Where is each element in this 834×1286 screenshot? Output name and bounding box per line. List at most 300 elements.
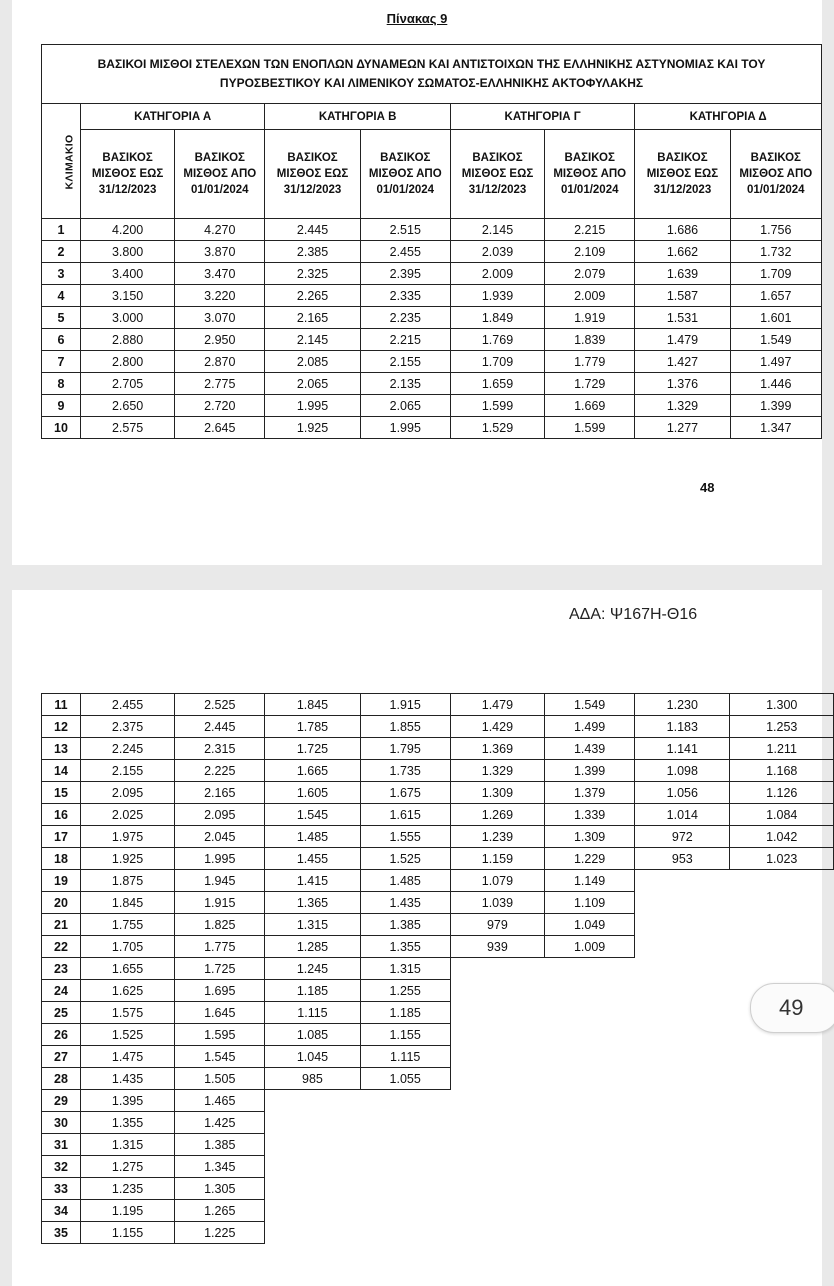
rank-cell: 6 [42,329,81,351]
rank-cell: 17 [42,826,81,848]
rank-cell: 30 [42,1112,81,1134]
salary-cell: 1.045 [265,1046,360,1068]
salary-cell: 1.079 [450,870,544,892]
empty-cell [730,1134,834,1156]
empty-cell [635,870,730,892]
salary-cell: 2.215 [545,219,635,241]
salary-cell: 1.399 [730,395,821,417]
salary-cell: 2.155 [360,351,450,373]
empty-cell [265,1200,360,1222]
salary-cell: 2.145 [265,329,360,351]
column-header: ΒΑΣΙΚΟΣ ΜΙΣΘΟΣ ΕΩΣ 31/12/2023 [265,130,360,219]
salary-cell: 1.309 [450,782,544,804]
empty-cell [450,1200,544,1222]
salary-cell: 1.141 [635,738,730,760]
salary-cell: 1.355 [360,936,450,958]
salary-cell: 4.270 [175,219,265,241]
empty-cell [635,1156,730,1178]
salary-cell: 1.657 [730,285,821,307]
rank-cell: 26 [42,1024,81,1046]
table-row [42,914,834,936]
salary-cell: 1.429 [450,716,544,738]
salary-cell: 2.009 [450,263,544,285]
salary-cell: 1.615 [360,804,450,826]
salary-cell: 979 [450,914,544,936]
salary-cell: 1.625 [80,980,174,1002]
salary-cell: 1.919 [545,307,635,329]
empty-cell [360,1178,450,1200]
salary-cell: 2.315 [175,738,265,760]
salary-cell: 1.599 [545,417,635,439]
table-row [42,373,822,395]
salary-cell: 1.229 [545,848,635,870]
salary-cell: 1.309 [545,826,635,848]
salary-cell: 1.277 [635,417,730,439]
salary-cell: 1.300 [730,694,834,716]
salary-cell: 2.720 [175,395,265,417]
salary-cell: 2.950 [175,329,265,351]
salary-cell: 2.775 [175,373,265,395]
empty-cell [265,1178,360,1200]
column-header: ΒΑΣΙΚΟΣ ΜΙΣΘΟΣ ΑΠΟ 01/01/2024 [175,130,265,219]
table-row [42,395,822,417]
salary-cell: 1.415 [265,870,360,892]
rank-cell: 31 [42,1134,81,1156]
rank-cell: 9 [42,395,81,417]
empty-cell [730,1222,834,1244]
salary-cell: 1.049 [545,914,635,936]
salary-cell: 1.185 [265,980,360,1002]
salary-cell: 1.785 [265,716,360,738]
salary-cell: 1.347 [730,417,821,439]
rank-cell: 35 [42,1222,81,1244]
empty-cell [635,1068,730,1090]
table-row [42,1090,834,1112]
salary-cell: 1.995 [360,417,450,439]
salary-cell: 1.376 [635,373,730,395]
table-main-header: ΒΑΣΙΚΟΙ ΜΙΣΘΟΙ ΣΤΕΛΕΧΩΝ ΤΩΝ ΕΝΟΠΛΩΝ ΔΥΝΑΜΕΩΝ ΚΑΙ ΑΝΤΙΣΤΟΙΧΩΝ ΤΗΣ ΕΛΛΗΝΙΚΗΣ ΑΣΤΥΝΟΜΙΑΣ ΚΑΙ ΤΟΥ ΠΥΡΟΣΒΕΣΤΙΚΟΥ ΚΑΙ ΛΙΜΕΝΙΚΟΥ ΣΩΜΑΤΟΣ-ΕΛΛΗΝΙΚΗΣ ΑΚΤΟΦΥΛΑΚΗΣ [42,45,822,104]
salary-cell: 1.385 [360,914,450,936]
salary-cell: 1.265 [175,1200,265,1222]
empty-cell [730,870,834,892]
salary-cell: 1.729 [545,373,635,395]
salary-cell: 3.800 [80,241,174,263]
salary-cell: 2.395 [360,263,450,285]
salary-cell: 1.709 [450,351,544,373]
salary-cell: 1.669 [545,395,635,417]
salary-cell: 2.265 [265,285,360,307]
rank-cell: 5 [42,307,81,329]
table-row [42,219,822,241]
empty-cell [635,892,730,914]
empty-cell [635,1046,730,1068]
table-row [42,307,822,329]
empty-cell [730,1178,834,1200]
salary-cell: 1.014 [635,804,730,826]
salary-cell: 1.655 [80,958,174,980]
category-header: ΚΑΤΗΓΟΡΙΑ Β [265,104,450,130]
salary-cell: 1.168 [730,760,834,782]
salary-cell: 1.779 [545,351,635,373]
salary-cell: 1.042 [730,826,834,848]
table-row [42,848,834,870]
rank-cell: 8 [42,373,81,395]
rank-cell: 16 [42,804,81,826]
column-header: ΒΑΣΙΚΟΣ ΜΙΣΘΟΣ ΕΩΣ 31/12/2023 [450,130,544,219]
salary-cell: 1.845 [80,892,174,914]
salary-cell: 2.085 [265,351,360,373]
empty-cell [265,1134,360,1156]
table-row [42,351,822,373]
salary-cell: 2.455 [80,694,174,716]
salary-cell: 985 [265,1068,360,1090]
category-header: ΚΑΤΗΓΟΡΙΑ Δ [635,104,822,130]
salary-cell: 1.155 [80,1222,174,1244]
salary-cell: 1.339 [545,804,635,826]
salary-cell: 1.155 [360,1024,450,1046]
table-row [42,263,822,285]
salary-cell: 1.825 [175,914,265,936]
salary-cell: 1.275 [80,1156,174,1178]
empty-cell [545,1156,635,1178]
salary-cell: 1.945 [175,870,265,892]
salary-cell: 2.065 [360,395,450,417]
salary-cell: 3.150 [80,285,174,307]
column-header: ΒΑΣΙΚΟΣ ΜΙΣΘΟΣ ΑΠΟ 01/01/2024 [360,130,450,219]
table-row [42,804,834,826]
empty-cell [730,914,834,936]
rank-cell: 29 [42,1090,81,1112]
empty-cell [545,1090,635,1112]
salary-cell: 1.329 [635,395,730,417]
empty-cell [450,1156,544,1178]
salary-cell: 1.645 [175,1002,265,1024]
salary-cell: 1.525 [80,1024,174,1046]
salary-cell: 1.009 [545,936,635,958]
salary-cell: 1.253 [730,716,834,738]
rank-cell: 25 [42,1002,81,1024]
salary-cell: 1.875 [80,870,174,892]
empty-cell [450,958,544,980]
rank-cell: 4 [42,285,81,307]
salary-cell: 2.445 [175,716,265,738]
salary-cell: 1.149 [545,870,635,892]
salary-cell: 1.365 [265,892,360,914]
empty-cell [265,1090,360,1112]
salary-cell: 1.305 [175,1178,265,1200]
salary-cell: 1.925 [265,417,360,439]
salary-cell: 1.485 [265,826,360,848]
rank-cell: 14 [42,760,81,782]
salary-cell: 1.479 [635,329,730,351]
salary-cell: 2.065 [265,373,360,395]
rank-cell: 28 [42,1068,81,1090]
salary-cell: 2.095 [175,804,265,826]
empty-cell [545,1024,635,1046]
salary-cell: 2.455 [360,241,450,263]
table-row [42,1200,834,1222]
page-indicator-badge[interactable]: 49 [750,983,834,1033]
salary-cell: 2.445 [265,219,360,241]
salary-cell: 2.215 [360,329,450,351]
table-row [42,285,822,307]
salary-cell: 2.245 [80,738,174,760]
salary-cell: 1.775 [175,936,265,958]
salary-cell: 1.379 [545,782,635,804]
rank-cell: 20 [42,892,81,914]
table-row [42,738,834,760]
salary-cell: 1.115 [360,1046,450,1068]
table-row [42,760,834,782]
salary-cell: 1.732 [730,241,821,263]
salary-cell: 1.329 [450,760,544,782]
salary-cell: 1.925 [80,848,174,870]
salary-cell: 2.525 [175,694,265,716]
rank-cell: 7 [42,351,81,373]
rank-cell: 24 [42,980,81,1002]
table-row [42,826,834,848]
salary-cell: 1.755 [80,914,174,936]
salary-cell: 1.849 [450,307,544,329]
table-row [42,1024,834,1046]
table-row [42,1222,834,1244]
rank-cell: 1 [42,219,81,241]
empty-cell [360,1156,450,1178]
empty-cell [635,1222,730,1244]
empty-cell [450,1178,544,1200]
salary-cell: 1.159 [450,848,544,870]
rank-cell: 33 [42,1178,81,1200]
salary-cell: 1.549 [730,329,821,351]
salary-cell: 1.725 [265,738,360,760]
salary-cell: 1.225 [175,1222,265,1244]
salary-cell: 1.587 [635,285,730,307]
salary-cell: 1.056 [635,782,730,804]
salary-cell: 1.315 [360,958,450,980]
empty-cell [635,1200,730,1222]
salary-cell: 1.369 [450,738,544,760]
salary-cell: 1.285 [265,936,360,958]
salary-cell: 1.595 [175,1024,265,1046]
salary-cell: 2.009 [545,285,635,307]
salary-cell: 1.599 [450,395,544,417]
table-title: Πίνακας 9 [386,11,448,26]
salary-cell: 1.399 [545,760,635,782]
salary-cell: 1.126 [730,782,834,804]
salary-cell: 1.455 [265,848,360,870]
empty-cell [635,980,730,1002]
empty-cell [265,1112,360,1134]
table-row [42,241,822,263]
table-row [42,980,834,1002]
salary-cell: 1.735 [360,760,450,782]
salary-cell: 1.239 [450,826,544,848]
table-row [42,958,834,980]
category-header: ΚΑΤΗΓΟΡΙΑ Γ [450,104,634,130]
salary-cell: 1.039 [450,892,544,914]
salary-cell: 1.185 [360,1002,450,1024]
salary-cell: 1.395 [80,1090,174,1112]
salary-cell: 3.470 [175,263,265,285]
salary-cell: 1.439 [545,738,635,760]
empty-cell [635,958,730,980]
salary-cell: 2.155 [80,760,174,782]
salary-cell: 1.525 [360,848,450,870]
salary-cell: 1.605 [265,782,360,804]
salary-cell: 2.225 [175,760,265,782]
salary-cell: 1.475 [80,1046,174,1068]
empty-cell [545,1002,635,1024]
salary-cell: 1.505 [175,1068,265,1090]
salary-cell: 3.400 [80,263,174,285]
salary-cell: 1.686 [635,219,730,241]
salary-cell: 1.975 [80,826,174,848]
empty-cell [545,1222,635,1244]
empty-cell [360,1222,450,1244]
salary-cell: 1.446 [730,373,821,395]
salary-cell: 4.200 [80,219,174,241]
empty-cell [635,1178,730,1200]
salary-cell: 1.795 [360,738,450,760]
salary-cell: 1.915 [360,694,450,716]
empty-cell [450,1222,544,1244]
table-row [42,870,834,892]
salary-cell: 2.079 [545,263,635,285]
table-row [42,694,834,716]
empty-cell [450,980,544,1002]
salary-cell: 1.756 [730,219,821,241]
empty-cell [450,1134,544,1156]
rank-cell: 23 [42,958,81,980]
empty-cell [635,1090,730,1112]
empty-cell [730,1112,834,1134]
salary-cell: 1.709 [730,263,821,285]
salary-cell: 1.355 [80,1112,174,1134]
rank-cell: 3 [42,263,81,285]
rank-cell: 18 [42,848,81,870]
empty-cell [730,1090,834,1112]
salary-cell: 1.230 [635,694,730,716]
empty-cell [730,1156,834,1178]
salary-cell: 1.084 [730,804,834,826]
column-header: ΒΑΣΙΚΟΣ ΜΙΣΘΟΣ ΕΩΣ 31/12/2023 [80,130,174,219]
salary-cell: 1.195 [80,1200,174,1222]
empty-cell [545,980,635,1002]
salary-cell: 2.039 [450,241,544,263]
empty-cell [545,1112,635,1134]
rank-cell: 21 [42,914,81,936]
salary-cell: 1.915 [175,892,265,914]
empty-cell [730,1068,834,1090]
empty-cell [635,1002,730,1024]
empty-cell [450,1090,544,1112]
salary-cell: 2.045 [175,826,265,848]
salary-cell: 1.465 [175,1090,265,1112]
table-row [42,716,834,738]
table-row [42,782,834,804]
salary-cell: 2.145 [450,219,544,241]
column-header: ΒΑΣΙΚΟΣ ΜΙΣΘΟΣ ΕΩΣ 31/12/2023 [635,130,730,219]
salary-table-part2 [41,693,834,1244]
salary-cell: 1.055 [360,1068,450,1090]
salary-cell: 1.115 [265,1002,360,1024]
salary-cell: 1.995 [175,848,265,870]
salary-cell: 1.098 [635,760,730,782]
salary-cell: 972 [635,826,730,848]
salary-cell: 953 [635,848,730,870]
salary-cell: 1.479 [450,694,544,716]
salary-cell: 1.435 [80,1068,174,1090]
empty-cell [450,1112,544,1134]
salary-cell: 2.165 [175,782,265,804]
empty-cell [635,914,730,936]
salary-cell: 1.575 [80,1002,174,1024]
salary-cell: 1.255 [360,980,450,1002]
salary-cell: 2.870 [175,351,265,373]
table-row [42,1112,834,1134]
table-row [42,1068,834,1090]
salary-cell: 2.705 [80,373,174,395]
salary-cell: 939 [450,936,544,958]
empty-cell [450,1024,544,1046]
salary-cell: 1.497 [730,351,821,373]
table-row [42,1002,834,1024]
salary-cell: 2.575 [80,417,174,439]
column-header: ΒΑΣΙΚΟΣ ΜΙΣΘΟΣ ΑΠΟ 01/01/2024 [730,130,821,219]
table-row [42,1134,834,1156]
salary-cell: 1.545 [175,1046,265,1068]
salary-cell: 1.531 [635,307,730,329]
salary-cell: 2.235 [360,307,450,329]
table-row [42,417,822,439]
empty-cell [545,958,635,980]
salary-cell: 3.220 [175,285,265,307]
empty-cell [545,1200,635,1222]
empty-cell [730,1046,834,1068]
salary-cell: 2.880 [80,329,174,351]
salary-cell: 1.235 [80,1178,174,1200]
salary-cell: 1.435 [360,892,450,914]
salary-cell: 1.529 [450,417,544,439]
salary-cell: 2.800 [80,351,174,373]
rank-header-label: ΚΛΙΜΑΚΙΟ [63,134,76,190]
salary-cell: 1.995 [265,395,360,417]
salary-cell: 2.375 [80,716,174,738]
rank-cell: 10 [42,417,81,439]
salary-cell: 3.870 [175,241,265,263]
salary-cell: 1.485 [360,870,450,892]
salary-cell: 1.023 [730,848,834,870]
salary-cell: 1.545 [265,804,360,826]
empty-cell [635,1112,730,1134]
page-number: 48 [700,480,715,495]
salary-cell: 2.385 [265,241,360,263]
salary-cell: 1.211 [730,738,834,760]
empty-cell [265,1156,360,1178]
salary-cell: 1.245 [265,958,360,980]
salary-cell: 1.939 [450,285,544,307]
salary-cell: 1.109 [545,892,635,914]
table-row [42,329,822,351]
salary-cell: 1.085 [265,1024,360,1046]
rank-cell: 34 [42,1200,81,1222]
salary-cell: 1.769 [450,329,544,351]
empty-cell [545,1046,635,1068]
salary-cell: 1.315 [80,1134,174,1156]
salary-cell: 1.845 [265,694,360,716]
salary-table-part1 [41,44,822,439]
empty-cell [450,1068,544,1090]
